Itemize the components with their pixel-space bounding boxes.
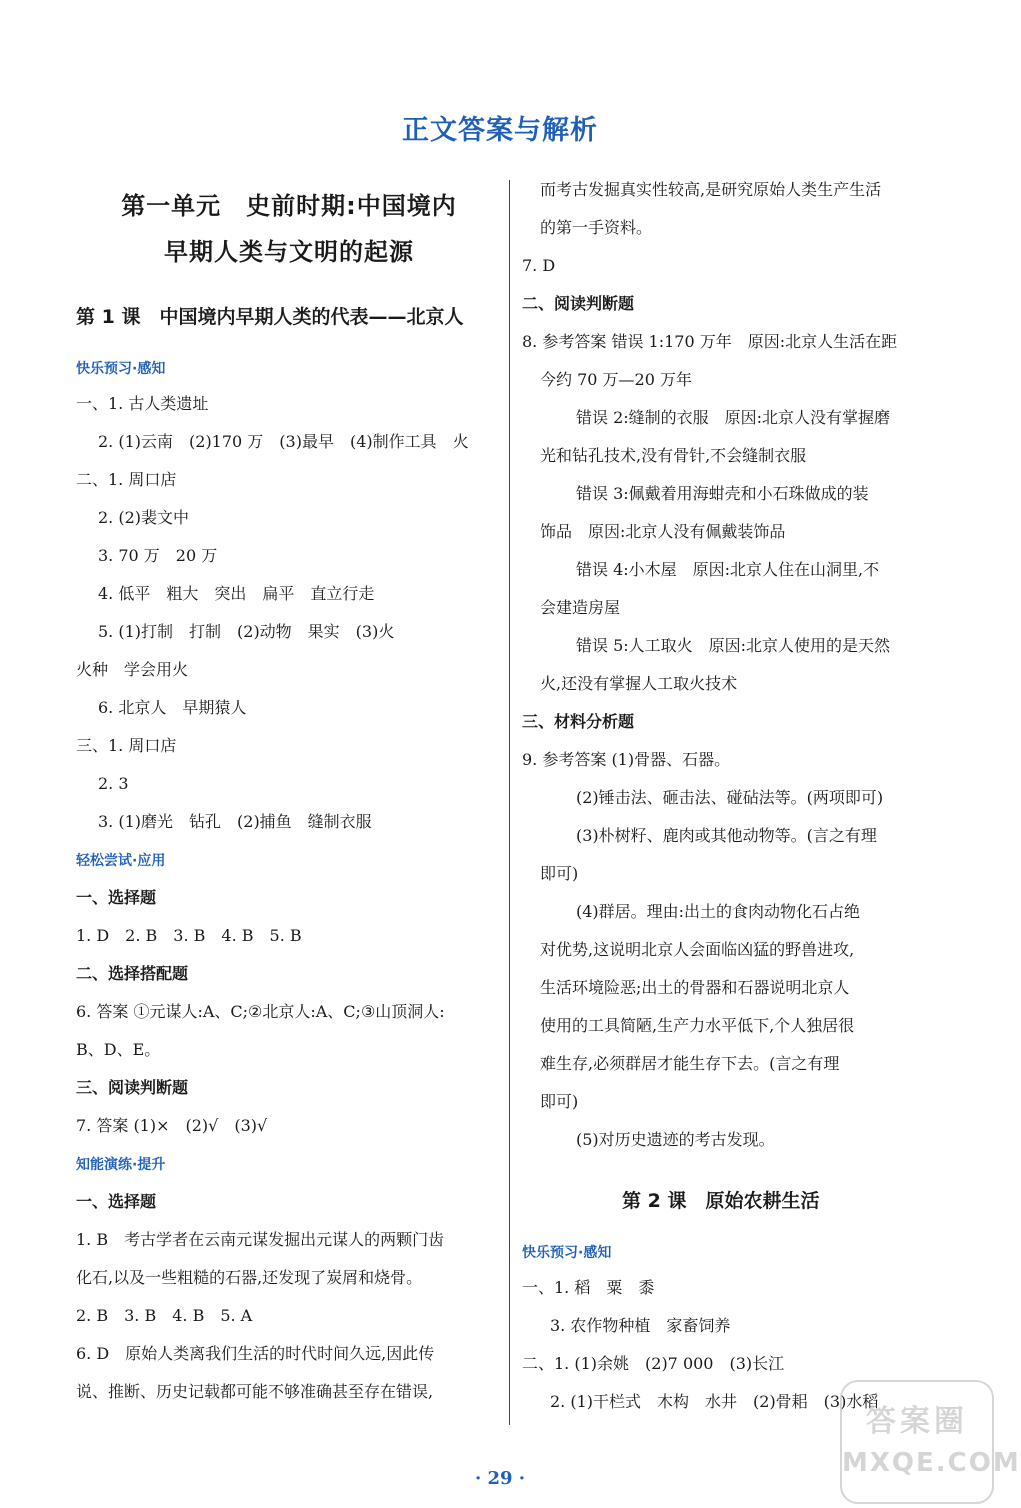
question-type-heading: 二、选择搭配题 <box>76 964 189 983</box>
answer-line: (2)锤击法、砸击法、碰砧法等。(两项即可) <box>576 788 884 807</box>
section-tag-try: 轻松尝试·应用 <box>76 853 166 869</box>
answer-line: 一、1. 古人类遗址 <box>76 394 209 413</box>
watermark-text: 答案圈 <box>866 1404 968 1439</box>
answer-line: 6. 答案 ①元谋人:A、C;②北京人:A、C;③山顶洞人: <box>76 1002 445 1021</box>
answer-line: 三、1. 周口店 <box>76 736 177 755</box>
section-tag-practice: 知能演练·提升 <box>76 1157 166 1173</box>
answer-line: 错误 2:缝制的衣服 原因:北京人没有掌握磨 <box>576 408 891 427</box>
lesson-1-title: 第 1 课 中国境内早期人类的代表——北京人 <box>76 306 464 328</box>
answer-line: 2. B 3. B 4. B 5. A <box>76 1306 253 1325</box>
answer-line: 难生存,必须群居才能生存下去。(言之有理 <box>540 1054 840 1073</box>
answer-line: 即可) <box>540 864 579 883</box>
question-type-heading: 三、材料分析题 <box>522 712 635 731</box>
answer-line: 今约 70 万—20 万年 <box>540 370 692 389</box>
page-number: · 29 · <box>474 1468 526 1489</box>
question-type-heading: 一、选择题 <box>76 1192 157 1211</box>
answer-line: 火,还没有掌握人工取火技术 <box>540 674 738 693</box>
answer-line: 8. 参考答案 错误 1:170 万年 原因:北京人生活在距 <box>522 332 898 351</box>
answer-line: 火种 学会用火 <box>76 660 189 679</box>
section-tag-preview: 快乐预习·感知 <box>522 1245 612 1261</box>
answer-line: 3. 农作物种植 家畜饲养 <box>550 1316 731 1335</box>
unit-title-line-2: 早期人类与文明的起源 <box>164 238 414 266</box>
page-title: 正文答案与解析 <box>402 115 598 146</box>
lesson-2-title: 第 2 课 原始农耕生活 <box>622 1190 820 1212</box>
answer-line: (3)朴树籽、鹿肉或其他动物等。(言之有理 <box>576 826 877 845</box>
section-tag-preview: 快乐预习·感知 <box>76 361 166 377</box>
answer-line: 6. D 原始人类离我们生活的时代时间久远,因此传 <box>76 1344 435 1363</box>
answer-line: 即可) <box>540 1092 579 1111</box>
answer-line: 4. 低平 粗大 突出 扁平 直立行走 <box>98 584 375 603</box>
answer-line: 错误 5:人工取火 原因:北京人使用的是天然 <box>576 636 891 655</box>
answer-line: (4)群居。理由:出土的食肉动物化石占绝 <box>576 902 861 921</box>
answer-line: (5)对历史遗迹的考古发现。 <box>576 1130 775 1149</box>
answer-line: 2. (2)裴文中 <box>98 508 190 527</box>
question-type-heading: 二、阅读判断题 <box>522 294 635 313</box>
answer-line: 错误 3:佩戴着用海蚶壳和小石珠做成的装 <box>576 484 869 503</box>
answer-line: 7. 答案 (1)× (2)√ (3)√ <box>76 1116 268 1135</box>
answer-line: 5. (1)打制 打制 (2)动物 果实 (3)火 <box>98 622 395 641</box>
answer-line: 光和钻孔技术,没有骨针,不会缝制衣服 <box>540 446 807 465</box>
answer-line: 6. 北京人 早期猿人 <box>98 698 247 717</box>
answer-line: 说、推断、历史记载都可能不够准确甚至存在错误, <box>76 1382 434 1401</box>
answer-line: 2. (1)云南 (2)170 万 (3)最早 (4)制作工具 火 <box>98 432 469 451</box>
answer-line: 1. D 2. B 3. B 4. B 5. B <box>76 926 302 945</box>
answer-line: 9. 参考答案 (1)骨器、石器。 <box>522 750 731 769</box>
answer-line: 的第一手资料。 <box>540 218 653 237</box>
watermark-url: MXQE.COM <box>842 1448 1021 1478</box>
answer-line: 生活环境险恶;出土的骨器和石器说明北京人 <box>540 978 850 997</box>
watermark-logo <box>840 1380 1021 1504</box>
answer-line: 饰品 原因:北京人没有佩戴装饰品 <box>540 522 786 541</box>
unit-title-line-1: 第一单元 史前时期:中国境内 <box>121 192 457 220</box>
answer-line: 二、1. (1)余姚 (2)7 000 (3)长江 <box>522 1354 785 1373</box>
answer-line: 2. (1)干栏式 木构 水井 (2)骨耜 (3)水稻 <box>550 1392 879 1411</box>
answer-line: B、D、E。 <box>76 1040 161 1059</box>
answer-line: 会建造房屋 <box>540 598 621 617</box>
answer-line: 3. (1)磨光 钻孔 (2)捕鱼 缝制衣服 <box>98 812 372 831</box>
answer-line: 3. 70 万 20 万 <box>98 546 218 565</box>
question-type-heading: 三、阅读判断题 <box>76 1078 189 1097</box>
answer-line: 错误 4:小木屋 原因:北京人住在山洞里,不 <box>576 560 880 579</box>
answer-line: 使用的工具简陋,生产力水平低下,个人独居很 <box>540 1016 855 1035</box>
answer-line: 一、1. 稻 粟 黍 <box>522 1278 655 1297</box>
answer-line: 1. B 考古学者在云南元谋发掘出元谋人的两颗门齿 <box>76 1230 445 1249</box>
answer-line: 二、1. 周口店 <box>76 470 177 489</box>
answer-line: 7. D <box>522 256 556 275</box>
answer-line: 对优势,这说明北京人会面临凶猛的野兽进攻, <box>540 940 855 959</box>
answer-line: 而考古发掘真实性较高,是研究原始人类生产生活 <box>540 180 882 199</box>
answer-line: 2. 3 <box>98 774 129 793</box>
question-type-heading: 一、选择题 <box>76 888 157 907</box>
column-divider <box>509 180 510 1425</box>
answer-line: 化石,以及一些粗糙的石器,还发现了炭屑和烧骨。 <box>76 1268 423 1287</box>
